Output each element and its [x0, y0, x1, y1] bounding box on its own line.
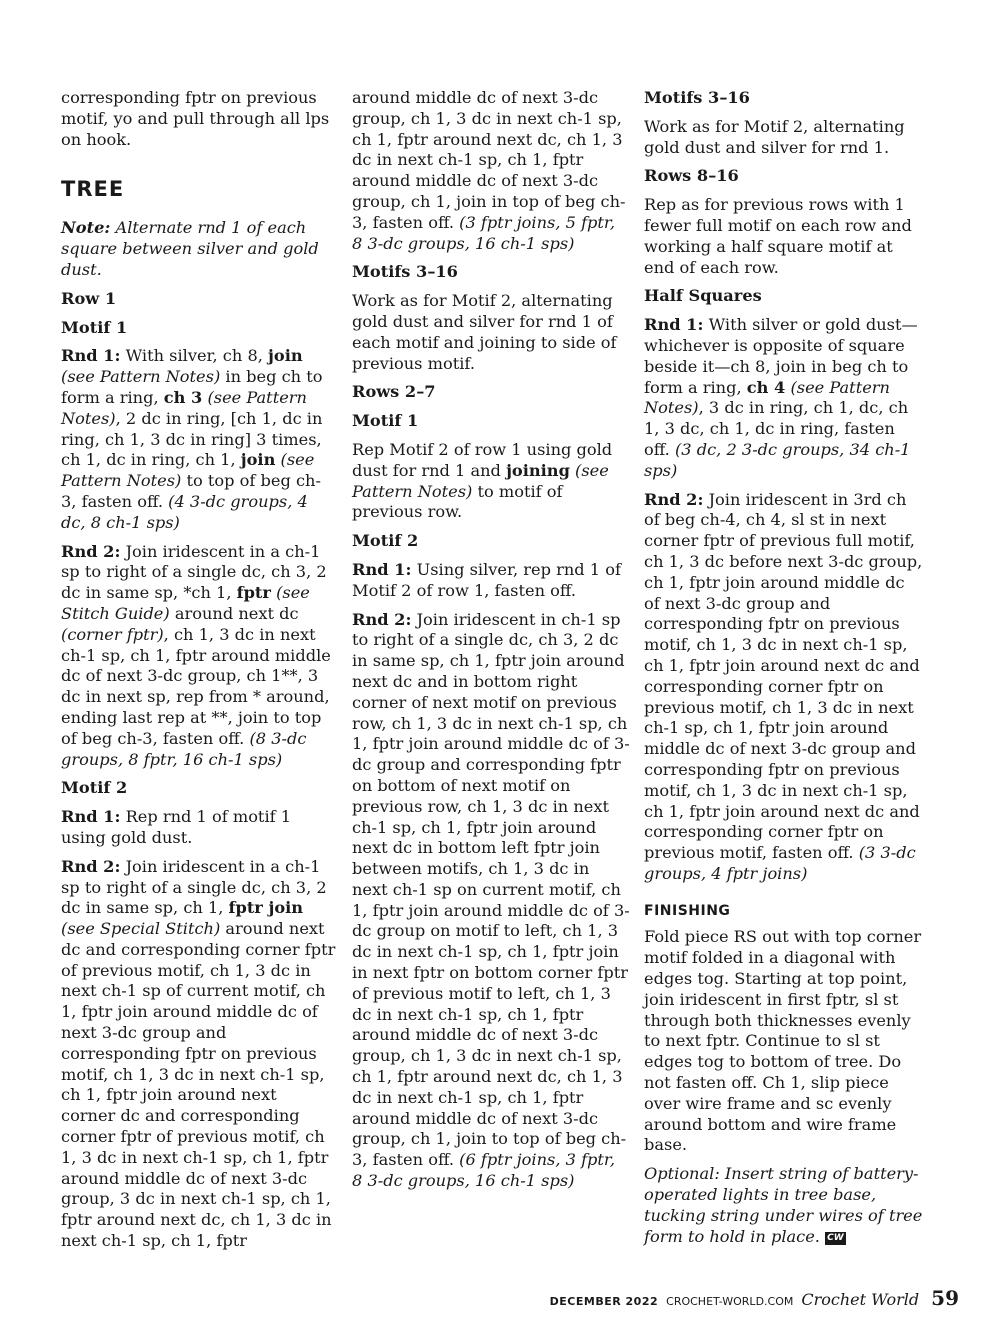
- text-run: , 2 dc in ring, [ch 1, dc in ring, ch 1, 3 dc in ring] 3 times, ch 1, dc in ring, ch 1,: [61, 408, 323, 470]
- page-footer: [550, 1286, 959, 1310]
- text-run: Rnd 2:: [352, 609, 412, 629]
- half-squares-rnd2: [644, 490, 924, 885]
- paragraph: [352, 560, 630, 602]
- text-run: (8 3-dc groups, 8 fptr, 16 ch-1 sps): [61, 728, 307, 769]
- footer-magazine: Crochet World: [801, 1290, 920, 1309]
- text-run: join: [240, 450, 276, 470]
- motif1-rnd1: [61, 346, 336, 533]
- cw-end-logo: CW: [827, 1232, 844, 1243]
- subheading-motif-2: Motif 2: [352, 531, 419, 551]
- paragraph: [352, 610, 630, 1192]
- text-run: Join iridescent in ch-1 sp to right of a single dc, ch 3, 2 dc in same sp, ch 1, fptr join around next dc and in bottom right corner of next motif on previous row, ch 1, 3 dc in next ch-1 sp, ch 1, fptr join around middle dc of 3-dc group and corresponding fptr on bottom of next motif on previous row, ch 1, 3 dc in next ch-1 sp, ch 1, fptr join around next dc in bottom left fptr join between motifs, ch 1, 3 dc in next ch-1 sp on current motif, ch 1, fptr join around middle dc of 3-dc group on motif to left, ch 1, 3 dc in next ch-1 sp, ch 1, fptr join in next fptr on bottom corner fptr of previous motif to left, ch 1, 3 dc in next ch-1 sp, ch 1, fptr around middle dc of next 3-dc group, ch 1, 3 dc in next ch-1 sp, ch 1, fptr around next dc, ch 1, 3 dc in next ch-1 sp, ch 1, fptr around middle dc of next 3-dc group, ch 1, join to top of beg ch-3, fasten off.: [352, 609, 630, 1170]
- motif2-rnd2: [61, 857, 336, 1252]
- subheading-rows-8-16: Rows 8–16: [644, 166, 739, 186]
- paragraph: Work as for Motif 2, alternating gold dust and silver for rnd 1.: [644, 116, 905, 157]
- text-run: , 3 dc in ring, ch 1, dc, ch 1, 3 dc, ch 1, dc in ring, fasten off.: [644, 398, 909, 459]
- text-run: Join iridescent in a ch-1 sp to right of a single dc, ch 3, 2 dc in same sp, ch 1,: [61, 856, 327, 918]
- optional-text: Optional: Insert string of battery-operated lights in tree base, tucking string under wires of tree form to hold in place.: [644, 1164, 923, 1246]
- text-run: Join iridescent in 3rd ch of beg ch-4, ch 4, sl st in next corner fptr of previous full motif, ch 1, 3 dc before next 3-dc group, ch 1, fptr join around middle dc of next 3-dc group and corresponding fptr on previous motif, ch 1, 3 dc in next ch-1 sp, ch 1, fptr join around next dc and corresponding corner fptr on previous motif, ch 1, 3 dc in next ch-1 sp, ch 1, fptr join around middle dc of next 3-dc group and corresponding fptr on previous motif, ch 1, 3 dc in next ch-1 sp, ch 1, fptr join around next dc and corresponding corner fptr on previous motif, fasten off.: [644, 489, 923, 863]
- subheading-row-1: Row 1: [61, 288, 117, 308]
- paragraph: Work as for Motif 2, alternating gold dust and silver for rnd 1 of each motif and joining to side of previous motif.: [352, 291, 617, 373]
- note-paragraph: [61, 218, 336, 280]
- footer-date: DECEMBER 2022: [549, 1295, 659, 1308]
- text-run: (see Pattern Notes): [61, 387, 307, 428]
- text-run: With silver or gold dust—whichever is opposite of square beside it—ch 8, join in beg ch to form a ring,: [644, 315, 918, 397]
- text-run: (see Special Stitch): [61, 919, 221, 939]
- text-run: fptr join: [228, 898, 304, 918]
- column-2: [352, 88, 630, 1200]
- text-run: Rnd 1:: [352, 559, 412, 579]
- text-run: in beg ch to form a ring,: [61, 367, 323, 407]
- paragraph: [352, 440, 630, 523]
- text-run: to motif of previous row.: [352, 481, 563, 522]
- section-heading-finishing: FINISHING: [644, 902, 731, 919]
- text-run: (see Pattern Notes): [644, 377, 890, 418]
- text-run: around next dc and corresponding corner fptr of previous motif, ch 1, 3 dc in next ch-1 sp of current motif, ch 1, fptr join around middle dc of next 3-dc group and corresponding fptr on previous motif, ch 1, 3 dc in next ch-1 sp, ch 1, fptr join around next corner dc and corresponding corner fptr of previous motif, ch 1, 3 dc in next ch-1 sp, ch 1, fptr around middle dc of next 3-dc group, 3 dc in next ch-1 sp, ch 1, fptr around next dc, ch 1, 3 dc in next ch-1 sp, ch 1, fptr: [61, 919, 336, 1251]
- text-run: Join iridescent in a ch-1 sp to right of a single dc, ch 3, 2 dc in same sp, *ch 1,: [61, 541, 327, 603]
- column-1: [61, 88, 336, 1260]
- paragraph: Rep as for previous rows with 1 fewer full motif on each row and working a half square motif at end of each row.: [644, 195, 912, 277]
- text-run: (corner fptr): [61, 624, 164, 644]
- note-label: Note:: [61, 218, 111, 238]
- motif2-rnd1: [61, 807, 336, 849]
- text-run: Rnd 1:: [644, 315, 704, 335]
- page-number: 59: [931, 1286, 959, 1310]
- paragraph: Fold piece RS out with top corner motif folded in a diagonal with edges tog. Starting at top point, join iridescent in first fptr, sl st through both thicknesses evenly to next fptr. Continue to sl st edges tog to bottom of tree. Do not fasten off. Ch 1, slip piece over wire frame and sc evenly around bottom and wire frame base.: [644, 927, 922, 1155]
- text-run: ch 4: [746, 377, 786, 397]
- motif1-rnd2: [61, 542, 336, 771]
- subheading-motifs-3-16: Motifs 3–16: [352, 262, 458, 282]
- text-run: (3 fptr joins, 5 fptr, 8 3-dc groups, 16 ch-1 sps): [352, 212, 616, 253]
- note-text: Alternate rnd 1 of each square between silver and gold dust.: [61, 218, 319, 279]
- text-run: Rep rnd 1 of motif 1 using gold dust.: [61, 807, 292, 847]
- text-run: (see Stitch Guide): [61, 583, 310, 623]
- text-run: With silver, ch 8,: [120, 346, 269, 366]
- column-3: [644, 88, 924, 1255]
- text-run: (3 3-dc groups, 4 fptr joins): [644, 843, 916, 883]
- motif2-rnd2-continued: [352, 88, 630, 254]
- text-run: (see Pattern Notes): [61, 450, 315, 491]
- text-run: (3 dc, 2 3-dc groups, 34 ch-1 sps): [644, 439, 911, 480]
- text-run: join: [268, 346, 303, 366]
- subheading-rows-2-7: Rows 2–7: [352, 382, 436, 402]
- text-run: around middle dc of next 3-dc group, ch 1, 3 dc in next ch-1 sp, ch 1, fptr around next dc, ch 1, 3 dc in next ch-1 sp, ch 1, fptr around middle dc of next 3-dc group, ch 1, join in top of beg ch-3, fasten off.: [352, 88, 626, 232]
- text-run: Using silver, rep rnd 1 of Motif 2 of row 1, fasten off.: [352, 559, 621, 600]
- footer-site: CROCHET-WORLD.COM: [666, 1295, 794, 1308]
- text-run: (see Pattern Notes): [352, 460, 609, 501]
- text-run: around next dc: [169, 603, 299, 623]
- text-run: Rnd 1:: [61, 807, 121, 827]
- text-run: ch 3: [163, 387, 203, 407]
- subheading-motif-2: Motif 2: [61, 778, 128, 798]
- text-run: (see Pattern Notes): [61, 367, 221, 387]
- text-run: (6 fptr joins, 3 fptr, 8 3-dc groups, 16 ch-1 sps): [352, 1150, 616, 1191]
- text-run: fptr: [236, 583, 271, 603]
- text-run: Rnd 2:: [61, 856, 121, 876]
- section-heading-tree: TREE: [61, 177, 125, 202]
- text-run: joining: [506, 460, 570, 480]
- subheading-motif-1: Motif 1: [61, 317, 128, 337]
- paragraph: corresponding fptr on previous motif, yo and pull through all lps on hook.: [61, 88, 330, 149]
- subheading-motifs-3-16: Motifs 3–16: [644, 88, 750, 107]
- text-run: Rnd 1:: [61, 346, 121, 366]
- subheading-motif-1: Motif 1: [352, 411, 419, 431]
- subheading-half-squares: Half Squares: [644, 286, 762, 306]
- text-run: (4 3-dc groups, 4 dc, 8 ch-1 sps): [61, 491, 308, 532]
- half-squares-rnd1: [644, 315, 924, 481]
- text-run: Rnd 2:: [644, 489, 704, 509]
- text-run: to top of beg ch-3, fasten off.: [61, 471, 321, 511]
- text-run: , ch 1, 3 dc in next ch-1 sp, ch 1, fptr around middle dc of next 3-dc group, ch 1**, 3 dc in next sp, rep from * around, ending last rep at **, join to top of beg ch-3, fasten off.: [61, 624, 331, 748]
- text-run: Rep Motif 2 of row 1 using gold dust for rnd 1 and: [352, 439, 613, 480]
- optional-paragraph: [644, 1164, 924, 1247]
- text-run: Rnd 2:: [61, 541, 121, 561]
